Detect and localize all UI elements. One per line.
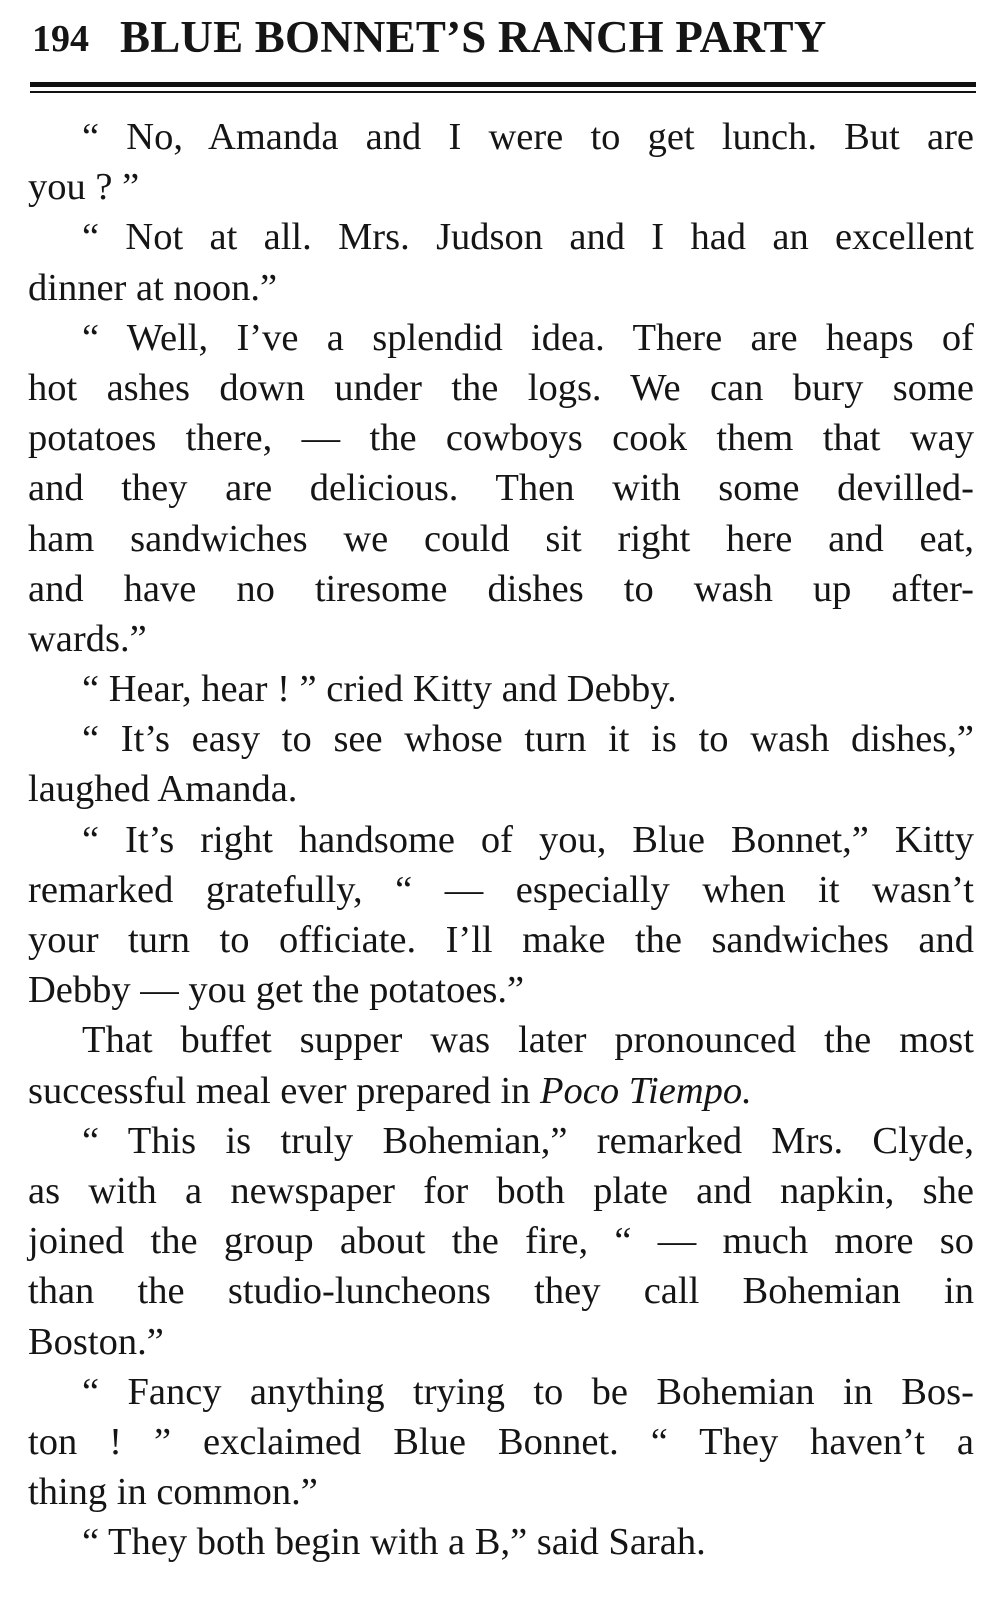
text-line	[28, 1015, 974, 1065]
text-line	[28, 1066, 974, 1116]
header-rule-thin	[30, 91, 976, 93]
book-page	[28, 0, 974, 1564]
text-line	[28, 865, 974, 915]
text-line	[28, 212, 974, 262]
text-line-content: Boston.”	[28, 1320, 164, 1363]
text-line-content: laughed Amanda.	[28, 768, 298, 811]
text-line-content: dinner at noon.”	[28, 266, 278, 309]
text-line-content: ton ! ” exclaimed Blue Bonnet. “ They haven’t a	[28, 1420, 974, 1463]
text-line	[28, 714, 974, 764]
text-line-content: thing in common.”	[28, 1471, 318, 1514]
text-line-content: “ They both begin with a B,” said Sarah.	[82, 1521, 706, 1564]
text-line-content: potatoes there, — the cowboys cook them that way	[28, 417, 974, 460]
text-line	[28, 614, 974, 664]
text-line-content: “ No, Amanda and I were to get lunch. But are	[82, 116, 974, 158]
text-line-content: “ Fancy anything trying to be Bohemian in Bos-	[82, 1370, 974, 1413]
text-line	[28, 1367, 974, 1417]
text-line	[28, 1467, 974, 1517]
text-line	[28, 363, 974, 413]
text-line	[28, 162, 974, 212]
text-line-content: Debby — you get the potatoes.”	[28, 969, 525, 1012]
text-line	[28, 463, 974, 513]
text-line	[28, 564, 974, 614]
text-line-content: remarked gratefully, “ — especially when it wasn’t	[28, 868, 974, 911]
text-line-content: “ Not at all. Mrs. Judson and I had an excellent	[82, 216, 974, 259]
page-header	[28, 0, 972, 66]
text-line-content: wards.”	[28, 617, 147, 660]
body-text	[28, 112, 974, 1567]
text-line-content: “ Well, I’ve a splendid idea. There are heaps of	[82, 316, 974, 359]
text-line-content: successful meal ever prepared in	[28, 1069, 541, 1112]
text-line-content: hot ashes down under the logs. We can bury some	[28, 366, 974, 409]
running-title: BLUE BONNET’S RANCH PARTY	[120, 12, 827, 62]
text-line-content: you ? ”	[28, 166, 140, 209]
text-line-content: and they are delicious. Then with some devilled-	[28, 467, 974, 510]
page-number: 194	[32, 18, 89, 60]
text-line-content: “ It’s easy to see whose turn it is to wash dishes,”	[82, 718, 974, 761]
text-line	[28, 413, 974, 463]
text-line	[28, 1216, 974, 1266]
text-line	[28, 915, 974, 965]
text-line-content: ham sandwiches we could sit right here and eat,	[28, 517, 974, 560]
text-line	[28, 112, 974, 162]
text-line	[28, 1517, 974, 1567]
text-line	[28, 1266, 974, 1316]
text-line-content: “ Hear, hear ! ” cried Kitty and Debby.	[82, 668, 677, 711]
text-line-content: joined the group about the fire, “ — much more so	[28, 1220, 974, 1263]
text-line-content: as with a newspaper for both plate and napkin, she	[28, 1169, 974, 1212]
text-line	[28, 1166, 974, 1216]
text-line-content: “ This is truly Bohemian,” remarked Mrs. Clyde,	[82, 1119, 974, 1162]
header-rule-thick	[30, 82, 976, 87]
italic-ship-name: Poco Tiempo.	[540, 1069, 752, 1112]
text-line	[28, 514, 974, 564]
text-line	[28, 263, 974, 313]
text-line-content: “ It’s right handsome of you, Blue Bonnet,” Kitty	[82, 818, 974, 861]
text-line-content: your turn to officiate. I’ll make the sandwiches and	[28, 919, 974, 961]
text-line	[28, 1317, 974, 1367]
text-line	[28, 1417, 974, 1467]
text-line	[28, 965, 974, 1015]
text-line	[28, 815, 974, 865]
text-line-content: and have no tiresome dishes to wash up after-	[28, 567, 974, 610]
text-line	[28, 664, 974, 714]
text-line	[28, 1116, 974, 1166]
text-line	[28, 313, 974, 363]
text-line	[28, 764, 974, 814]
text-line-content: That buffet supper was later pronounced the most	[82, 1019, 974, 1062]
text-line-content: than the studio-luncheons they call Bohemian in	[28, 1270, 974, 1313]
